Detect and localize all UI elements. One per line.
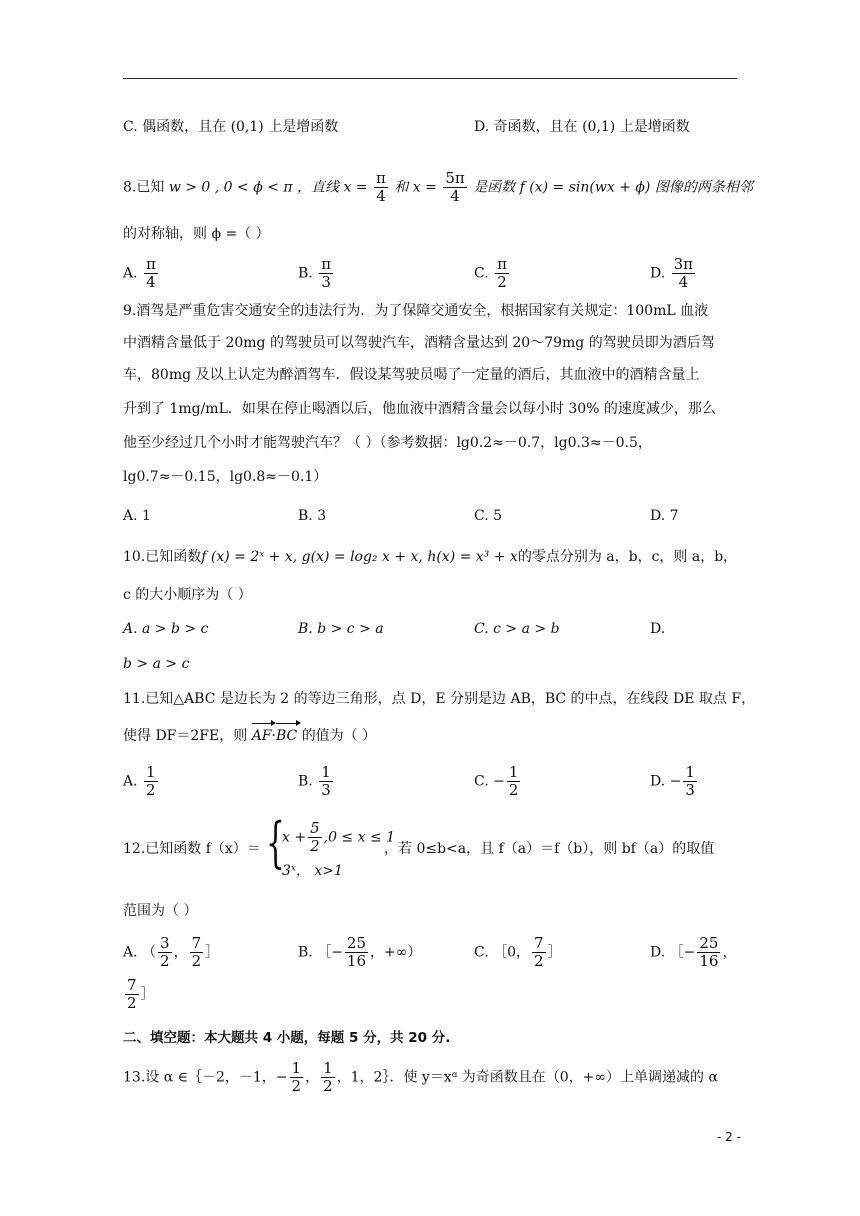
q11-line-1: 11.已知△ABC 是边长为 2 的等边三角形，点 D，E 分别是边 AB，BC 的中点，在线段 DE 取点 F， — [123, 691, 756, 707]
q10-stem-line2: c 的大小顺序为（ ） — [123, 587, 252, 603]
q11-option-a: A. $\frac{1}{2}$ — [123, 763, 156, 799]
q10-option-d-cont: b > a > c — [123, 656, 190, 672]
vector-bc: BC — [276, 725, 297, 747]
header-rule — [123, 78, 737, 79]
q10-option-a: A. a > b > c — [123, 621, 209, 637]
q11-option-d: D. − $\frac{1}{3}$ — [650, 763, 695, 799]
q12-option-c: C. ［0， $\frac{7}{2}$ ］ — [474, 934, 562, 970]
q8-stem-line2: 的对称轴，则 ϕ =（ ） — [123, 226, 270, 242]
q12-case-2: 3ˣ， x>1 — [282, 863, 343, 879]
q12-case-1: x + $\frac{5}{2}$ ,0 ≤ x ≤ 1 — [282, 819, 396, 855]
q12-option-d: D. ［− $\frac{25}{16}$ ， — [650, 934, 737, 970]
q10-stem: 10.已知函数f (x) = 2ˣ + x, g(x) = log₂ x + x, h(x) = x³ + x的零点分别为 a，b，c，则 a，b， — [123, 549, 738, 565]
q13-stem: 13.设 α ∈｛－2，－1，− $\frac{1}{2}$ ， $\frac{1}{2}$ ，1，2｝．使 y＝xᵅ 为奇函数且在（0，+∞）上单调递减的 α — [123, 1059, 718, 1095]
q9-line-6: lg0.7≈－0.15，lg0.8≈－0.1） — [123, 469, 328, 485]
q11-option-b: B. $\frac{1}{3}$ — [298, 763, 331, 799]
q8-option-c: C. $\frac{\pi}{2}$ — [474, 255, 507, 291]
q8-option-d: D. $\frac{3\pi}{4}$ — [650, 255, 694, 291]
q8-option-b: B. $\frac{\pi}{3}$ — [298, 255, 332, 291]
q9-option-b: B. 3 — [298, 508, 327, 524]
q9-line-1: 9.酒驾是严重危害交通安全的违法行为．为了保障交通安全，根据国家有关规定：100mL 血液 — [123, 303, 709, 319]
q9-line-4: 升到了 1mg/mL．如果在停止喝酒以后，他血液中酒精含量会以每小时 30% 的速度减少，那么 — [123, 401, 716, 417]
q9-option-d: D. 7 — [650, 508, 679, 524]
q11-line-2: 使得 DF＝2FE，则 AF·BC 的值为（ ） — [123, 725, 376, 747]
page-number: - 2 - — [717, 1130, 741, 1144]
q9-line-3: 车，80mg 及以上认定为醉酒驾车．假设某驾驶员喝了一定量的酒后，其血液中的酒精含量上 — [123, 367, 700, 383]
section-2-heading: 二、填空题：本大题共 4 小题，每题 5 分，共 20 分. — [123, 1030, 451, 1046]
q8-stem: 8.已知 w > 0 , 0 < ϕ < π ，直线 x = $\frac{\pi}{4}$ 和 x = $\frac{5\pi}{4}$ 是函数 f (x) = sin(wx + ϕ) 图像的两条相邻 — [123, 169, 753, 205]
q12-option-d-cont: $\frac{7}{2}$ ］ — [127, 976, 155, 1012]
q8-option-a: A. $\frac{\pi}{4}$ — [123, 255, 156, 291]
q7-option-c: C. 偶函数，且在 (0,1) 上是增函数 — [123, 119, 339, 135]
q12-tail: ，若 0≤b<a，且 f（a）＝f（b），则 bf（a）的取值 — [384, 841, 715, 857]
q9-line-2: 中酒精含量低于 20mg 的驾驶员可以驾驶汽车，酒精含量达到 20～79mg 的驾驶员即为酒后驾 — [123, 335, 715, 351]
q12-option-a: A. （ $\frac{3}{2}$ ， $\frac{7}{2}$ ］ — [123, 934, 220, 970]
q10-option-c: C. c > a > b — [474, 621, 560, 637]
piecewise-brace: { — [266, 811, 285, 874]
q9-option-a: A. 1 — [123, 508, 151, 524]
q12-prefix: 12.已知函数 f（x）＝ — [123, 841, 261, 857]
q12-stem-line2: 范围为（ ） — [123, 903, 198, 919]
q9-line-5: 他至少经过几个小时才能驾驶汽车？（ ）（参考数据：lg0.2≈－0.7，lg0.3≈－0.5， — [123, 435, 652, 451]
q9-option-c: C. 5 — [474, 508, 503, 524]
q10-option-b: B. b > c > a — [298, 621, 384, 637]
q10-option-d: D. — [650, 621, 666, 637]
q7-option-d: D. 奇函数，且在 (0,1) 上是增函数 — [474, 119, 690, 135]
vector-af: AF — [252, 725, 272, 747]
q11-option-c: C. − $\frac{1}{2}$ — [474, 763, 519, 799]
q12-option-b: B. ［− $\frac{25}{16}$ ，+∞） — [298, 934, 422, 970]
